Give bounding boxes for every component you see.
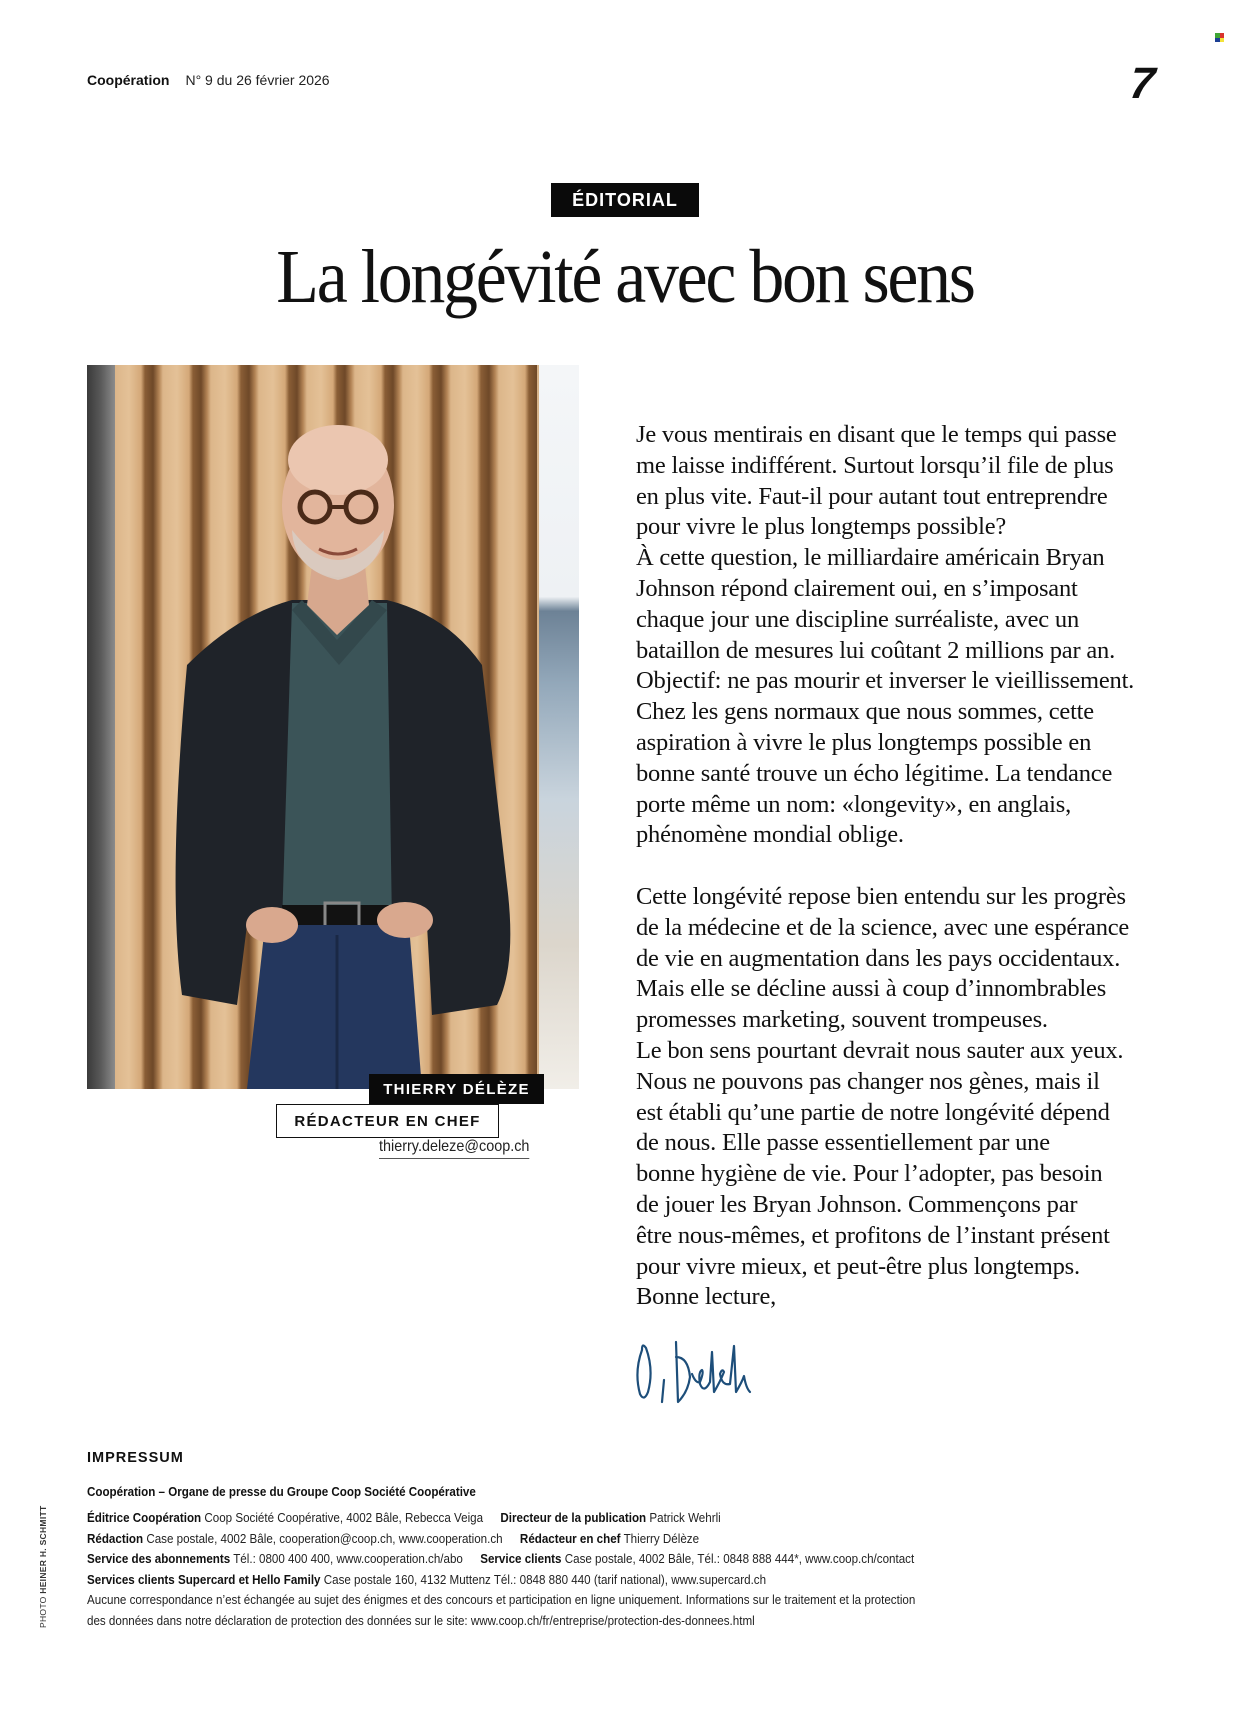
section-badge: ÉDITORIAL xyxy=(551,183,699,217)
publication-name: Coopération xyxy=(87,72,170,88)
photo-credit-name: HEINER H. SCHMITT xyxy=(38,1505,48,1594)
photo-credit-label: PHOTO xyxy=(38,1596,48,1628)
text-line: de vie en augmentation dans les pays occidentaux. xyxy=(636,944,1121,972)
text-line: de jouer les Bryan Johnson. Commençons par xyxy=(636,1190,1078,1218)
text-line: Bonne lecture, xyxy=(636,1283,777,1311)
photo-credit xyxy=(38,1506,48,1628)
text-line: Nous ne pouvons pas changer nos gènes, mais il xyxy=(636,1067,1100,1095)
text-line: chaque jour une discipline surréaliste, avec un xyxy=(636,605,1080,633)
impressum-row xyxy=(87,1549,1187,1570)
text-line: porte même un nom: «longevity», en anglais, xyxy=(636,790,1072,818)
text-line: être nous-mêmes, et profitons de l’instant présent xyxy=(636,1221,1110,1249)
impressum-value: Case postale, 4002 Bâle, Tél.: 0848 888 444*, www.coop.ch/contact xyxy=(564,1551,915,1566)
text-line: Mais elle se décline aussi à coup d’innombrables xyxy=(636,975,1107,1003)
impressum-value: Case postale 160, 4132 Muttenz Tél.: 0848 880 440 (tarif national), www.supercard.ch xyxy=(323,1571,767,1587)
text-line: Je vous mentirais en disant que le temps qui passe xyxy=(636,421,1117,448)
text-line: Chez les gens normaux que nous sommes, cette xyxy=(636,698,1094,726)
text-line: Johnson répond clairement oui, en s’imposant xyxy=(636,574,1078,602)
impressum-notice: Aucune correspondance n’est échangée au sujet des énigmes et des concours et participation en ligne uniquement. Informations sur le traitement et la protection xyxy=(87,1592,916,1607)
text-line: de la médecine et de la science, avec une espérance xyxy=(636,913,1130,941)
paragraph-2 xyxy=(636,882,1196,1313)
print-color-mark-icon xyxy=(1215,33,1224,42)
text-line: est établi qu’une partie de notre longévité dépend xyxy=(636,1098,1110,1126)
text-line: À cette question, le milliardaire américain Bryan xyxy=(636,544,1105,572)
impressum-label: Rédaction xyxy=(87,1530,144,1546)
impressum xyxy=(87,1448,1187,1631)
text-line: bataillon de mesures lui coûtant 2 millions par an. xyxy=(636,636,1116,664)
signature-icon xyxy=(626,1322,776,1412)
impressum-label: Service clients xyxy=(480,1551,562,1566)
text-line: pour vivre mieux, et peut-être plus longtemps. xyxy=(636,1252,1080,1280)
text-line: aspiration à vivre le plus longtemps possible en xyxy=(636,728,1092,756)
page-header xyxy=(87,72,330,88)
impressum-value: Coop Société Coopérative, 4002 Bâle, Rebecca Veiga xyxy=(204,1510,484,1525)
page-number: 7 xyxy=(1127,59,1157,108)
impressum-label: Directeur de la publication xyxy=(500,1510,647,1525)
author-name-label: THIERRY DÉLÈZE xyxy=(369,1074,544,1104)
author-role-label: RÉDACTEUR EN CHEF xyxy=(276,1104,499,1138)
impressum-notice: des données dans notre déclaration de protection des données sur le site: www.coop.ch/fr/entreprise/protection-des-donnees.html xyxy=(87,1612,755,1628)
text-line: bonne santé trouve un écho légitime. La tendance xyxy=(636,759,1113,787)
text-line: de nous. Elle passe essentiellement par une xyxy=(636,1129,1050,1157)
impressum-label: Services clients Supercard et Hello Family xyxy=(87,1571,321,1587)
text-line: Cette longévité repose bien entendu sur les progrès xyxy=(636,882,1126,910)
impressum-value: Tél.: 0800 400 400, www.cooperation.ch/abo xyxy=(233,1551,463,1566)
paragraph-1 xyxy=(636,420,1196,851)
impressum-value: Patrick Wehrli xyxy=(649,1510,721,1525)
author-email-link[interactable]: thierry.deleze@coop.ch xyxy=(379,1138,529,1159)
article-body xyxy=(636,420,1196,1313)
text-line: promesses marketing, souvent trompeuses. xyxy=(636,1006,1048,1034)
impressum-organ: Coopération – Organe de presse du Groupe Coop Société Coopérative xyxy=(87,1483,476,1499)
impressum-label: Service des abonnements xyxy=(87,1551,231,1566)
impressum-label: Rédacteur en chef xyxy=(519,1530,621,1546)
text-line: en plus vite. Faut-il pour autant tout entreprendre xyxy=(636,482,1108,510)
impressum-row xyxy=(87,1529,1187,1550)
impressum-title: IMPRESSUM xyxy=(87,1450,184,1466)
impressum-row xyxy=(87,1570,1187,1591)
impressum-value: Case postale, 4002 Bâle, cooperation@coop.ch, www.cooperation.ch xyxy=(146,1530,503,1546)
issue-info: N° 9 du 26 février 2026 xyxy=(185,72,330,88)
paragraph-spacer xyxy=(636,851,1196,882)
text-line: pour vivre le plus longtemps possible? xyxy=(636,513,1007,541)
text-line: Le bon sens pourtant devrait nous sauter aux yeux. xyxy=(636,1036,1124,1064)
text-line: Objectif: ne pas mourir et inverser le vieillissement. xyxy=(636,667,1135,695)
text-line: bonne hygiène de vie. Pour l’adopter, pas besoin xyxy=(636,1160,1103,1188)
text-line: me laisse indifférent. Surtout lorsqu’il file de plus xyxy=(636,451,1114,479)
color-swatch xyxy=(1220,38,1225,43)
author-photo xyxy=(87,365,579,1089)
impressum-label: Éditrice Coopération xyxy=(87,1510,202,1525)
headline: La longévité avec bon sens xyxy=(276,235,974,319)
impressum-row xyxy=(87,1508,1187,1529)
person-illustration xyxy=(87,365,579,1089)
impressum-value: Thierry Délèze xyxy=(623,1530,700,1546)
text-line: phénomène mondial oblige. xyxy=(636,821,904,849)
